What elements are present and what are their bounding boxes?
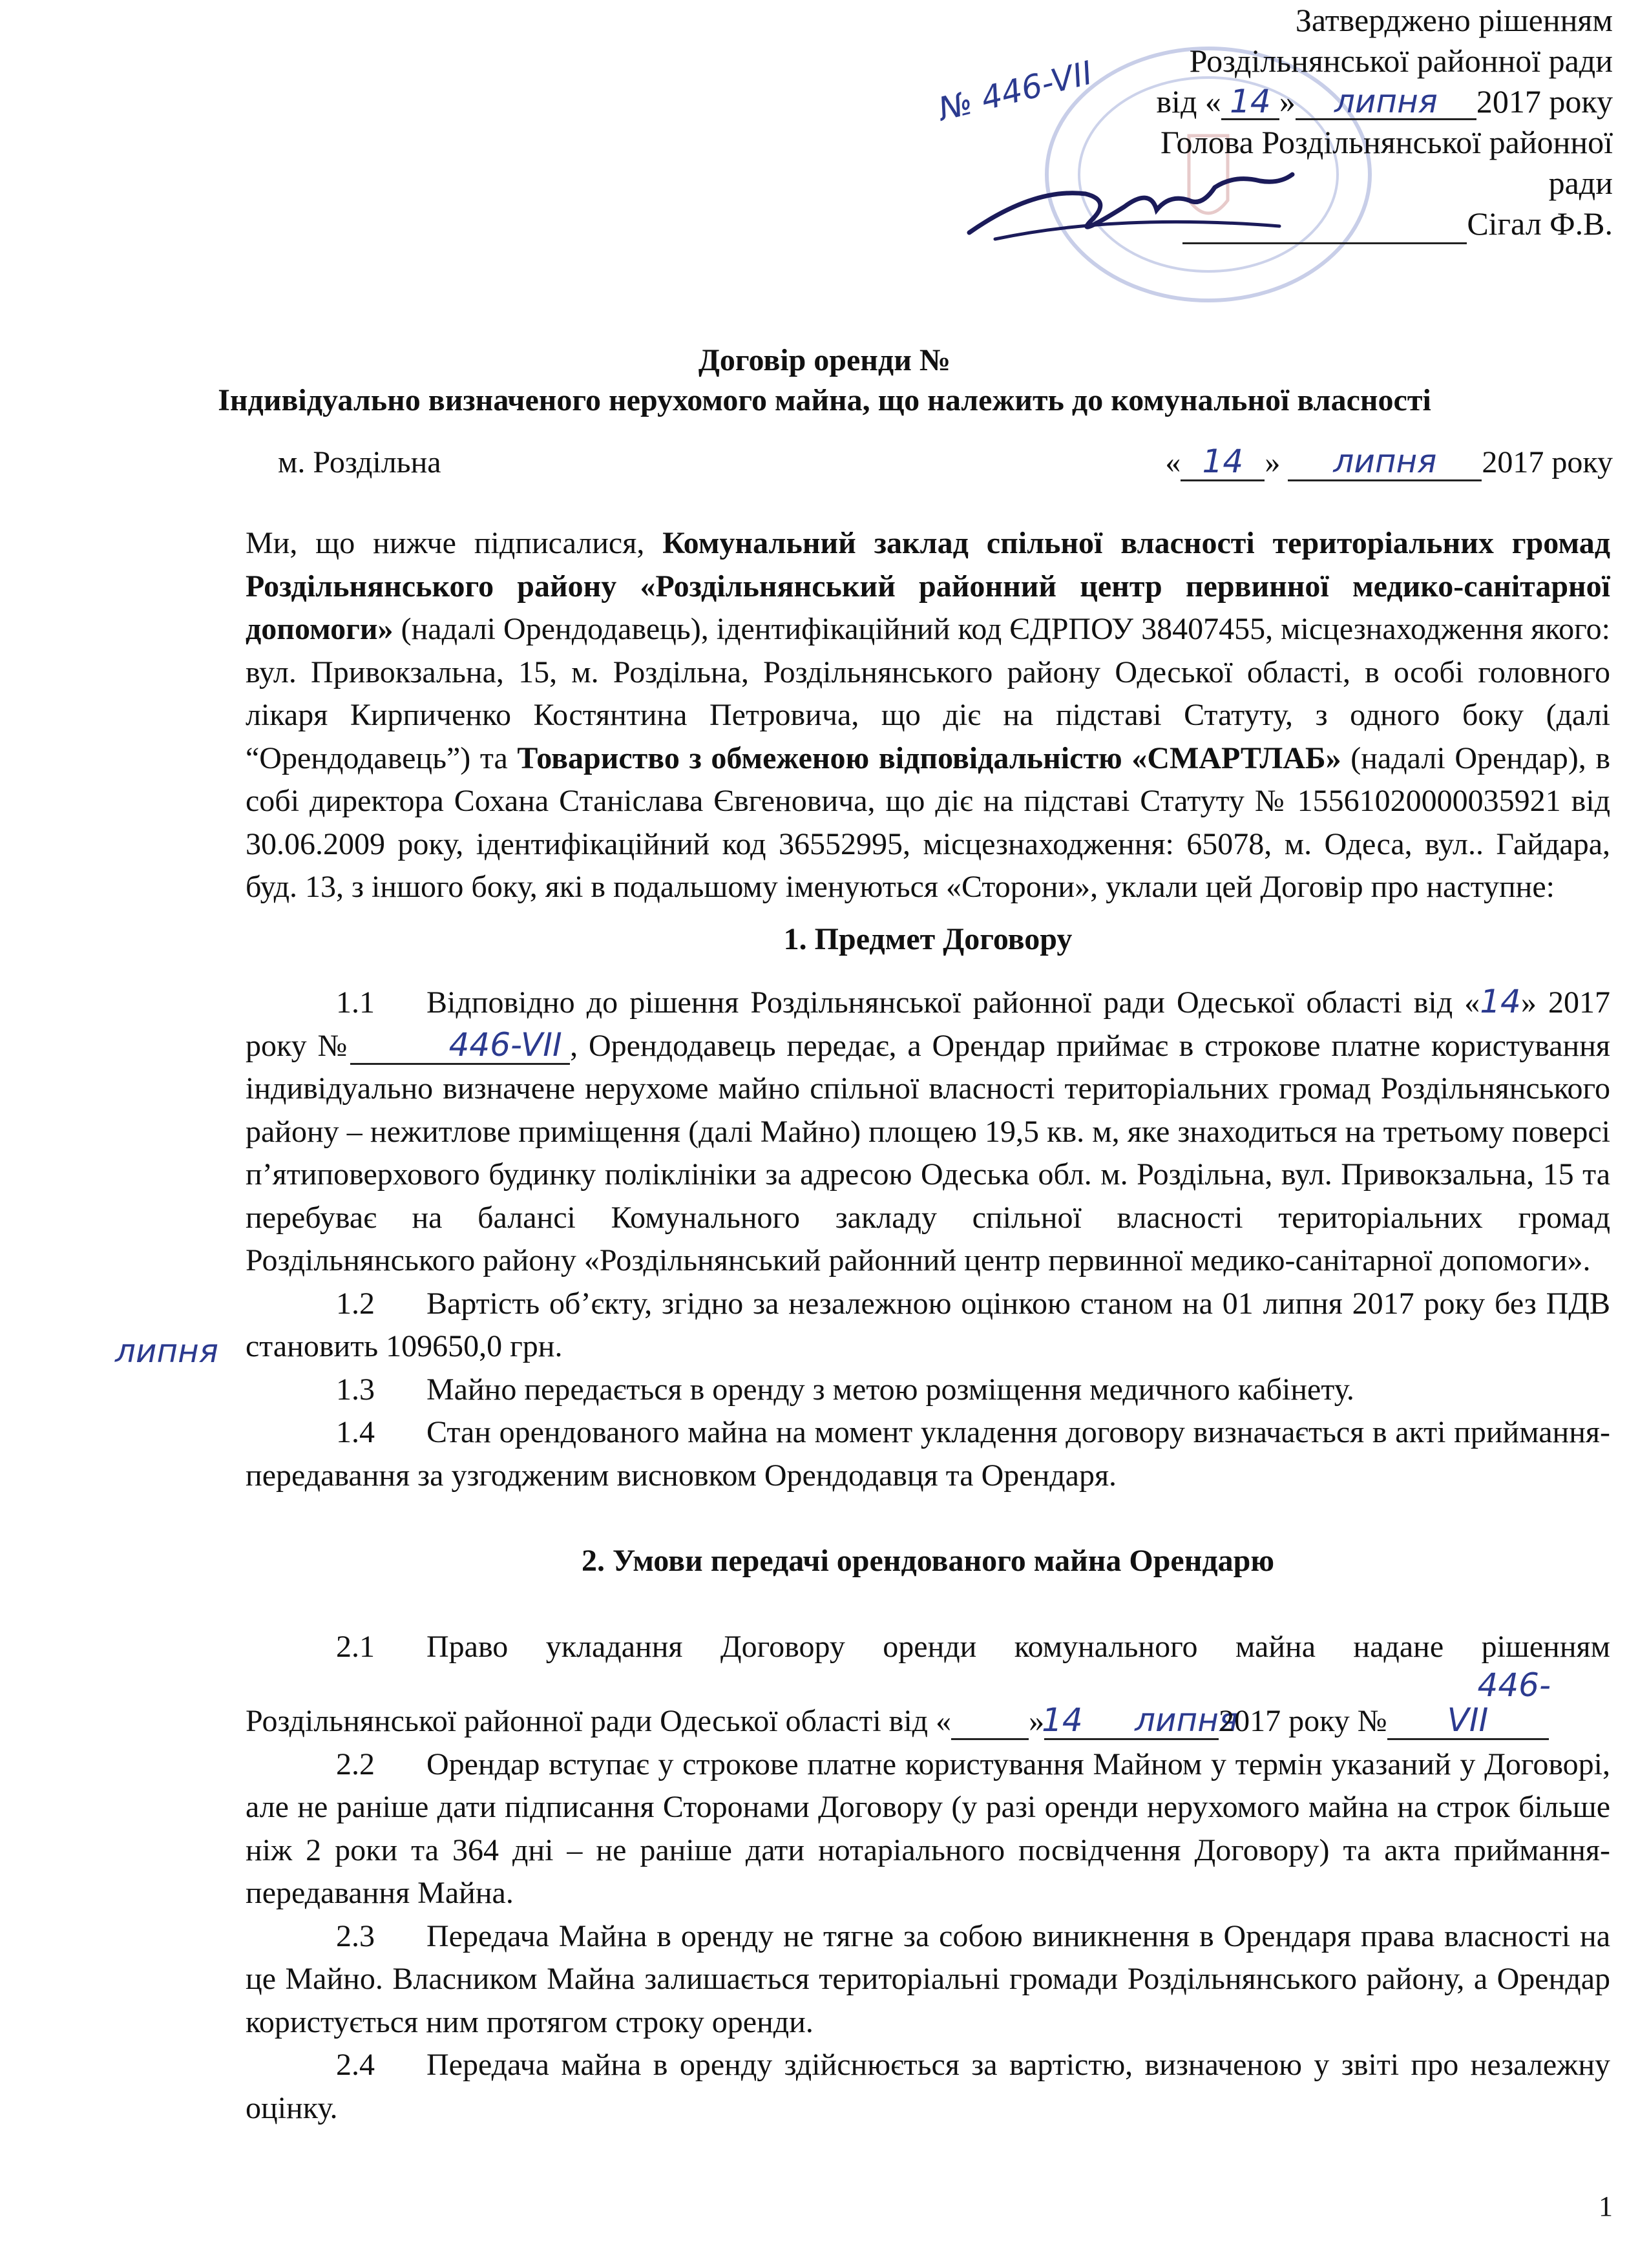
clause-1-2: 1.2 Вартість об’єкту, згідно за незалежною оцінкою станом на 01 липня 2017 року без ПДВ становить 109650,0 грн.	[246, 1286, 1610, 1363]
page-number: 1	[1599, 2190, 1613, 2222]
approval-date-month: липня	[1334, 83, 1438, 120]
clause-1-1-decree: 446-VII	[448, 1025, 562, 1064]
approval-line-2: Роздільнянської районної ради	[1189, 43, 1613, 79]
clause-2-1: 2.1 Право укладання Договору оренди комунального майна надане рішенням Роздільнянської районної ради Одеської області від « 14» липня2017 року №446-VII	[246, 1629, 1610, 1739]
preamble: Ми, що нижче підписалися, Комунальний заклад спільної власності територіальних громад Роздільнянського району «Роздільнянський районний центр первинної медико-санітарної допомоги» (надалі Орендодавець), ідентифікаційний код ЄДРПОУ 38407455, місцезнаходження якого: вул. Привокзальна, 15, м. Роздільна, Роздільнянського району Одеської області, в особі головного лікаря Кирпиченко Костянтина Петровича, що діє на підставі Статуту, з одного боку (далі “Орендодавець”) та Товариство з обмеженою відповідальністю «СМАРТЛАБ» (надалі Орендар), в собі директора Сохана Станіслава Євгеновича, що діє на підставі Статуту № 15561020000035921 від 30.06.2009 року, ідентифікаційний код 36552995, місцезнаходження: 65078, м. Одеса, вул.. Гайдара, буд. 13, з іншого боку, які в подальшому іменуються «Сторони», уклали цей Договір про наступне:	[246, 526, 1610, 904]
clause-2-3: 2.3 Передача Майна в оренду не тягне за собою виникнення в Орендаря права власності на це Майно. Власником Майна залишається територіальні громади Роздільнянського району, а Орендар користується ним протягом строку оренди.	[246, 1918, 1610, 2039]
approval-date-line: від « 14 » липня 2017 року	[1156, 83, 1613, 120]
clause-2-1-decree: 446-VII	[1447, 1666, 1551, 1739]
clause-2-4: 2.4 Передача майна в оренду здійснюється за вартістю, визначеною у звіті про незалежну оцінку.	[246, 2048, 1610, 2125]
lessee-name: Товариство з обмеженою відповідальністю «СМАРТЛАБ»	[517, 740, 1341, 775]
clause-1-1-day: 14	[1480, 983, 1521, 1020]
clause-2-2: 2.2 Орендар вступає у строкове платне користування Майном у термін указаний у Договорі, але не раніше дати підписання Сторонами Договору (у разі оренди нерухомого майна на строк більше ніж 2 роки та 364 дні – не раніше дати нотаріального посвідчення Договору) та акта приймання-передавання Майна.	[246, 1747, 1610, 1910]
contract-title: Договір оренди №	[698, 343, 951, 377]
handwritten-signature	[956, 149, 1305, 252]
approval-line-5: ради	[1548, 165, 1613, 201]
approval-signer: Сігал Ф.В.	[1467, 205, 1613, 242]
approval-date-day: 14	[1230, 83, 1271, 120]
city-date-line	[278, 445, 1613, 480]
clause-1-1: 1.1 Відповідно до рішення Роздільнянської районної ради Одеської області від «14» 2017 року № 446-VII , Орендодавець передає, а Орендар приймає в строкове платне користування індивідуально визначене нерухоме майно спільної власності територіальних громад Роздільнянського району – нежитлове приміщення (далі Майно) площею 19,5 кв. м, яке знаходиться на третьому поверсі п’ятиповерхового будинку поліклініки за адресою Одеська обл. м. Роздільна, вул. Привокзальна, 15 та перебуває на балансі Комунального закладу спільної власності територіальних громад Роздільнянського району «Роздільнянський районний центр первинної медико-санітарної допомоги».	[246, 983, 1611, 1277]
clause-2-1-month: липня	[1135, 1701, 1238, 1739]
clause-1-3: 1.3 Майно передається в оренду з метою розміщення медичного кабінету.	[336, 1372, 1354, 1407]
approval-line-4: Голова Роздільнянської районної	[1161, 124, 1613, 160]
clause-1-4: 1.4 Стан орендованого майна на момент укладення договору визначається в акті приймання-передавання за узгодженим висновком Орендодавця та Орендаря.	[246, 1415, 1610, 1493]
margin-handwritten-month: липня	[115, 1332, 218, 1370]
section-2-heading: 2. Умови передачі орендованого майна Орендарю	[581, 1544, 1275, 1578]
lessor-name: Комунальний заклад спільної власності територіальних громад Роздільнянського району «Роздільнянський районний центр первинної медико-санітарної допомоги»	[246, 526, 1610, 646]
contract-body	[246, 522, 1610, 2130]
city: м. Роздільна	[278, 445, 441, 479]
contract-subtitle: Індивідуально визначеного нерухомого майна, що належить до комунальної власності	[218, 383, 1431, 417]
contract-date-month: липня	[1333, 443, 1437, 480]
approval-line-1: Затверджено рішенням	[1295, 2, 1613, 38]
contract-date-day: 14	[1202, 443, 1244, 480]
section-1-heading: 1. Предмет Договору	[783, 921, 1073, 956]
contract-date: « 14 » липня 2017 року	[1165, 443, 1613, 480]
clause-2-1-day: 14	[1042, 1701, 1083, 1739]
handwritten-decree-number: № 446-VII	[934, 54, 1097, 129]
